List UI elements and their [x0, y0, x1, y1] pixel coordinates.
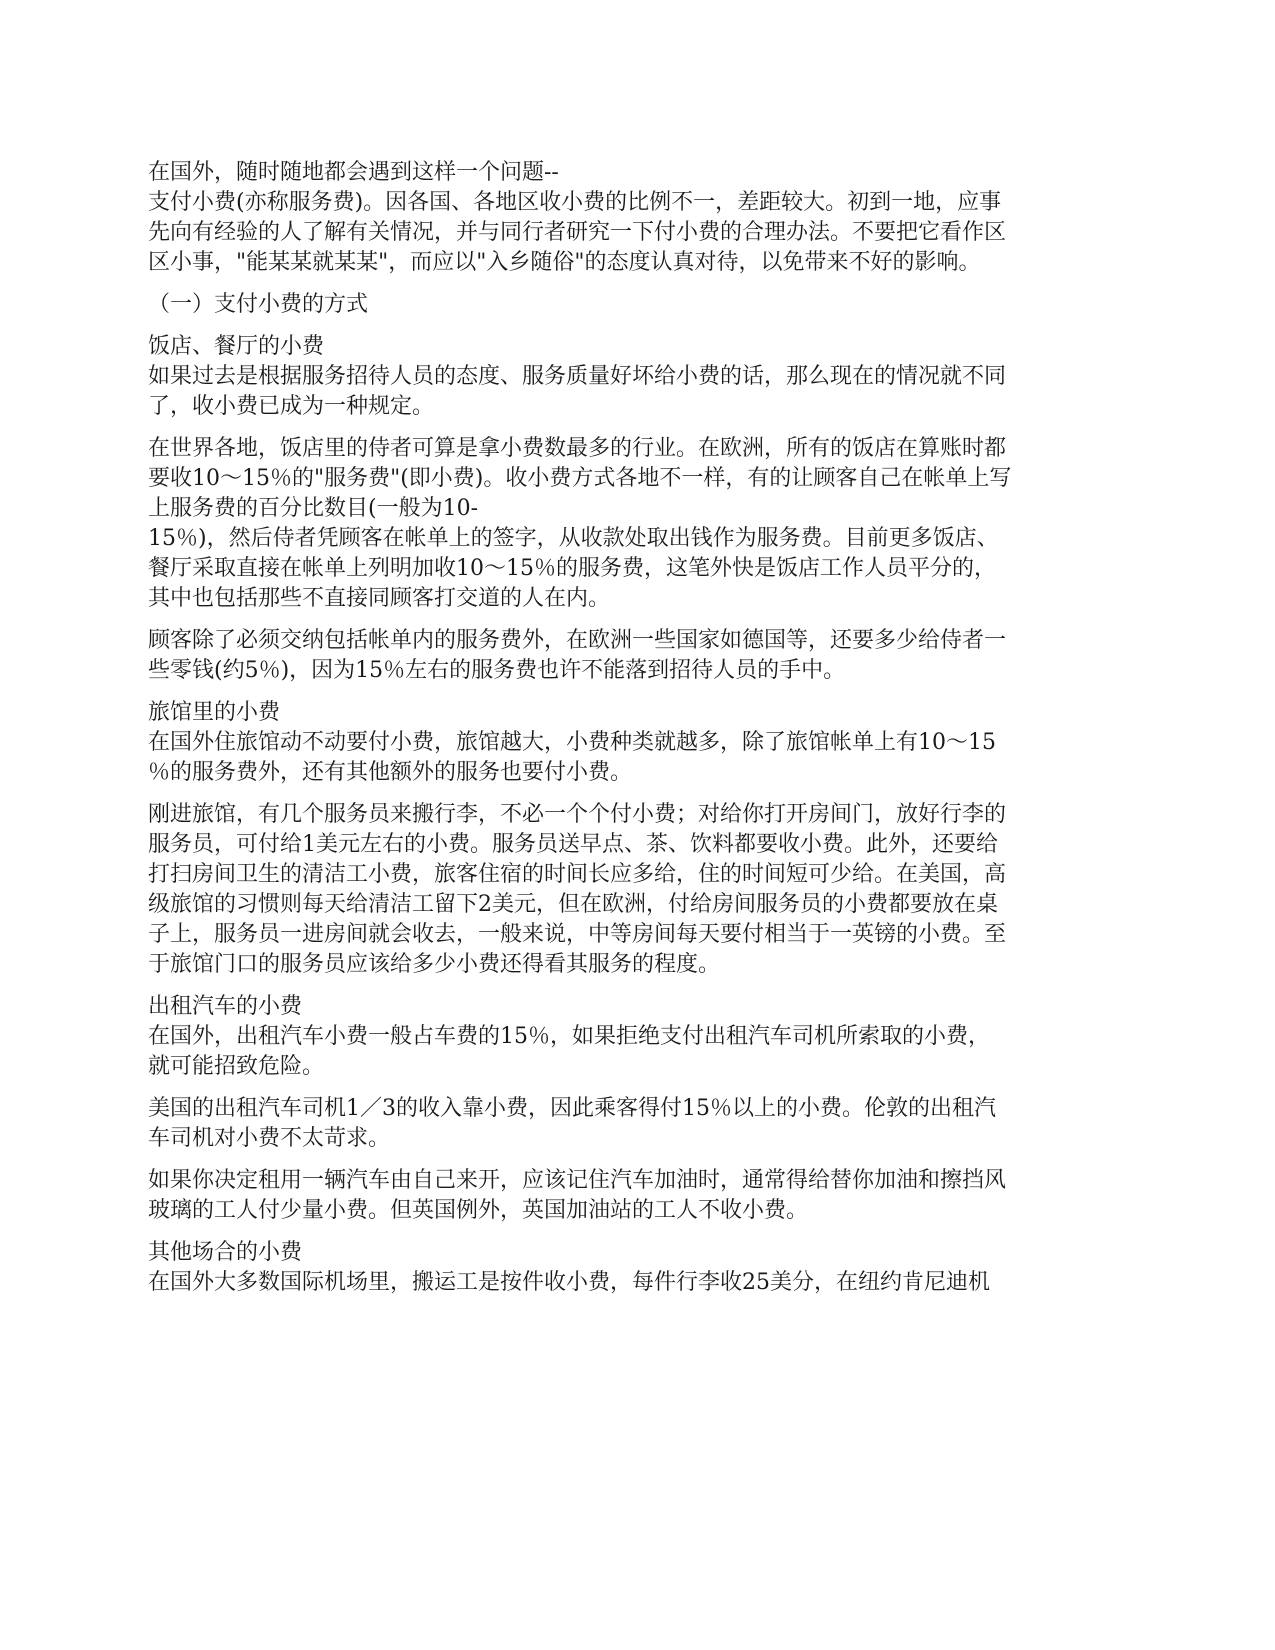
hotel-paragraph-1: 在国外住旅馆动不动要付小费，旅馆越大，小费种类就越多，除了旅馆帐单上有10～15 ％的服务费外，还有其他额外的服务也要付小费。: [148, 730, 996, 785]
taxi-paragraph-1: 在国外，出租汽车小费一般占车费的15％，如果拒绝支付出租汽车司机所索取的小费， 就可能招致危险。: [148, 1024, 990, 1079]
section-title: （一）支付小费的方式: [148, 292, 369, 317]
restaurant-paragraph-2: 在世界各地，饭店里的侍者可算是拿小费数最多的行业。在欧洲，所有的饭店在算账时都 要收10～15％的"服务费"(即小费)。收小费方式各地不一样，有的让顾客自己在帐单上写 上服务费的百分比数目(一般为10- 15％)，然后侍者凭顾客在帐单上的签字，从收款处取出钱作为服务费。目前更多饭店、 餐厅采取直接在帐单上列明加收10～15％的服务费，这笔外快是饭店工作人员平分的， 其中也包括那些不直接同顾客打交道的人在内。: [148, 436, 1012, 611]
restaurant-paragraph-3: 顾客除了必须交纳包括帐单内的服务费外，在欧洲一些国家如德国等，还要多少给侍者一 些零钱(约5％)，因为15％左右的服务费也许不能落到招待人员的手中。: [148, 628, 1007, 683]
intro-paragraph: 支付小费(亦称服务费)。因各国、各地区收小费的比例不一，差距较大。初到一地，应事 先向有经验的人了解有关情况，并与同行者研究一下付小费的合理办法。不要把它看作区 区小事，"能某某就某某"，而应以"入乡随俗"的态度认真对待，以免带来不好的影响。: [148, 190, 1007, 275]
restaurant-heading: 饭店、餐厅的小费: [148, 334, 325, 359]
hotel-heading: 旅馆里的小费: [148, 700, 281, 725]
taxi-heading: 出租汽车的小费: [148, 994, 303, 1019]
other-heading: 其他场合的小费: [148, 1240, 303, 1265]
taxi-paragraph-2: 美国的出租汽车司机1／3的收入靠小费，因此乘客得付15％以上的小费。伦敦的出租汽 车司机对小费不太苛求。: [148, 1096, 996, 1151]
hotel-paragraph-2: 刚进旅馆，有几个服务员来搬行李，不必一个个付小费；对给你打开房间门，放好行李的 服务员，可付给1美元左右的小费。服务员送早点、茶、饮料都要收小费。此外，还要给 打扫房间卫生的清洁工小费，旅客住宿的时间长应多给，住的时间短可少给。在美国，高 级旅馆的习惯则每天给清洁工留下2美元，但在欧洲，付给房间服务员的小费都要放在桌 子上，服务员一进房间就会收去，一般来说，中等房间每天要付相当于一英镑的小费。至 于旅馆门口的服务员应该给多少小费还得看其服务的程度。: [148, 802, 1007, 977]
document-page: [148, 158, 1128, 1310]
restaurant-paragraph-1: 如果过去是根据服务招待人员的态度、服务质量好坏给小费的话，那么现在的情况就不同 了，收小费已成为一种规定。: [148, 364, 1007, 419]
other-paragraph-1: 在国外大多数国际机场里，搬运工是按件收小费，每件行李收25美分，在纽约肯尼迪机: [148, 1270, 990, 1295]
taxi-paragraph-3: 如果你决定租用一辆汽车由自己来开，应该记住汽车加油时，通常得给替你加油和擦挡风 玻璃的工人付少量小费。但英国例外，英国加油站的工人不收小费。: [148, 1168, 1007, 1223]
intro-line: 在国外，随时随地都会遇到这样一个问题--: [148, 160, 559, 185]
